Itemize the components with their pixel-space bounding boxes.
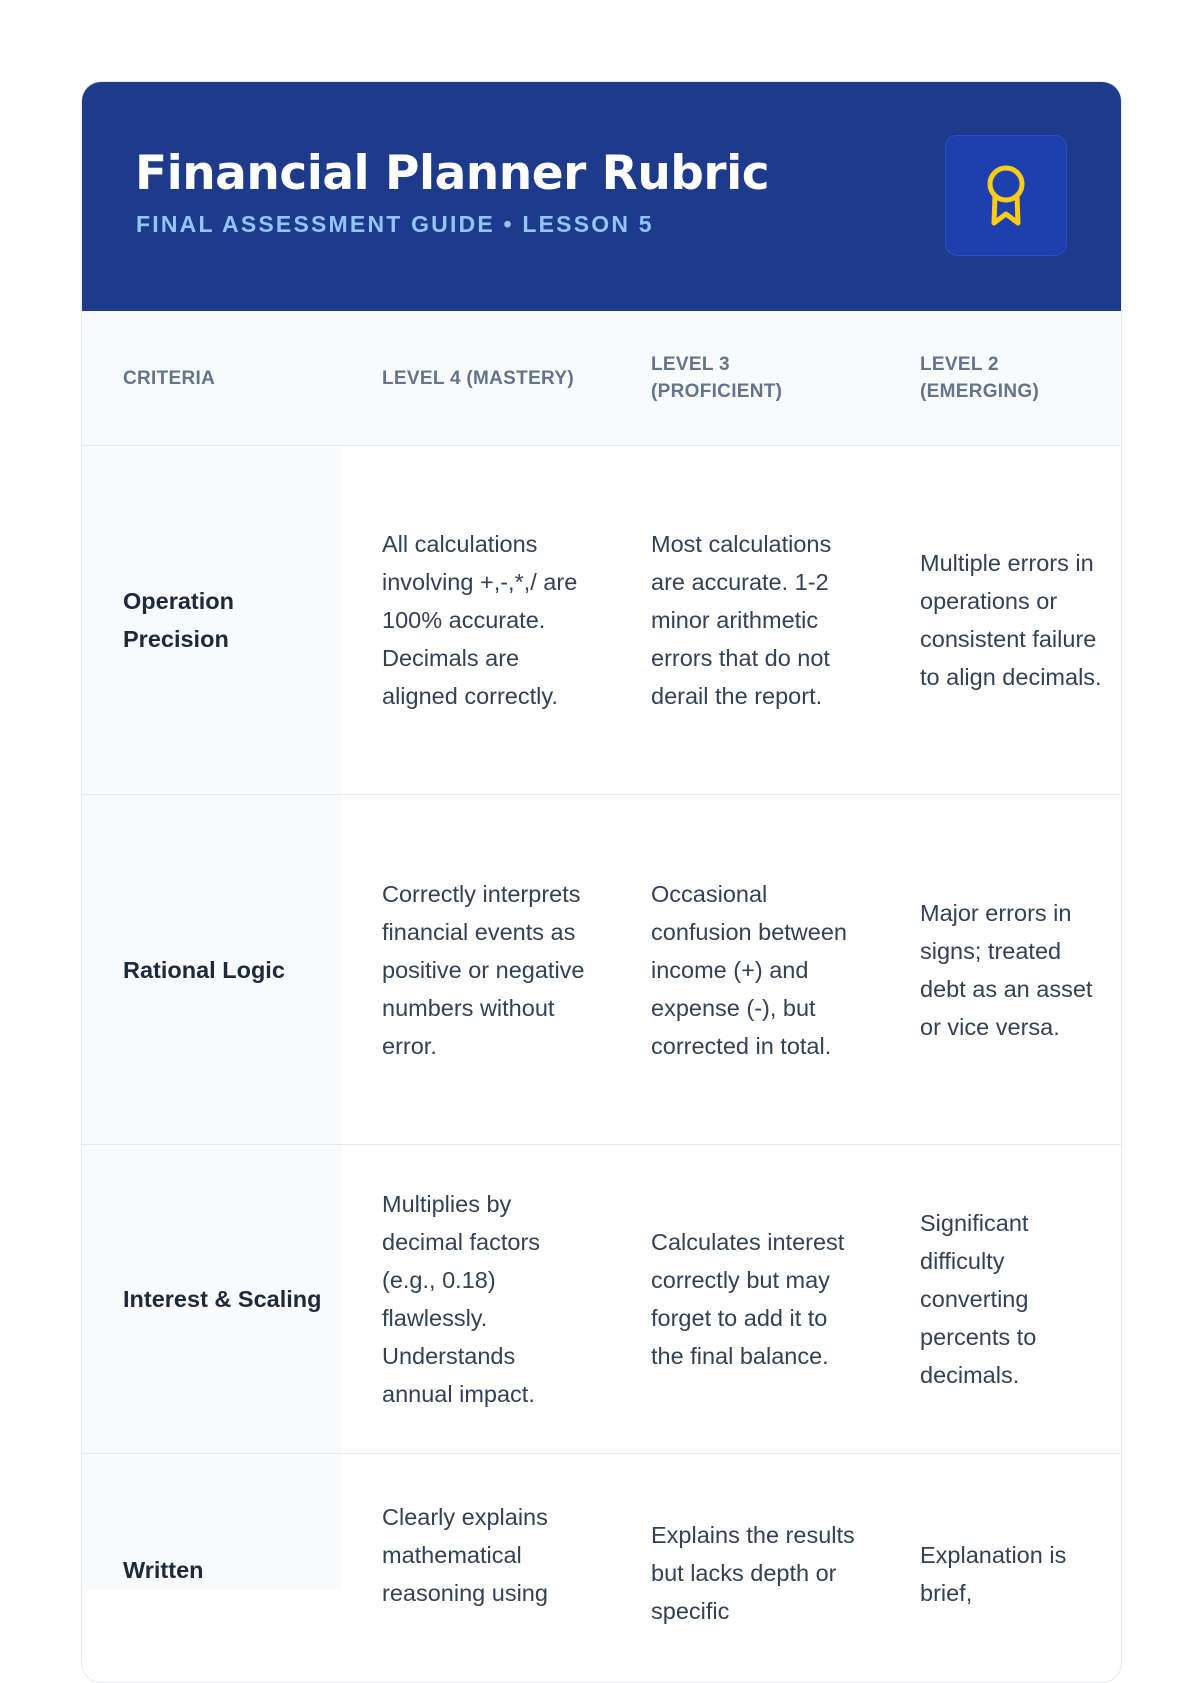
level-3-cell: Most calculations are accurate. 1-2 minor arithmetic errors that do not derail the report. xyxy=(611,446,880,794)
column-header-level-3: LEVEL 3 (PROFICIENT) xyxy=(651,354,783,402)
level-2-cell: Explanation is brief, xyxy=(880,1454,1121,1612)
table-row xyxy=(82,795,1121,1145)
table-row xyxy=(82,1454,1121,1683)
level-3-cell: Occasional confusion between income (+) and expense (-), but corrected in total. xyxy=(611,795,880,1144)
rubric-header xyxy=(82,82,1121,311)
award-ribbon-icon xyxy=(982,163,1030,229)
level-4-cell: Multiplies by decimal factors (e.g., 0.18) flawlessly. Understands annual impact. xyxy=(342,1145,611,1453)
table-row xyxy=(82,1145,1121,1454)
table-header-row xyxy=(82,311,1121,446)
level-3-cell: Calculates interest correctly but may forget to add it to the final balance. xyxy=(611,1145,880,1453)
page-title: Financial Planner Rubric xyxy=(135,146,770,201)
level-2-cell: Major errors in signs; treated debt as an asset or vice versa. xyxy=(880,795,1121,1144)
column-header-criteria: CRITERIA xyxy=(123,367,216,389)
criterion-cell: Operation Precision xyxy=(82,446,342,794)
level-4-cell: Clearly explains mathematical reasoning using xyxy=(342,1454,611,1612)
level-2-cell: Multiple errors in operations or consistent failure to align decimals. xyxy=(880,446,1121,794)
level-4-cell: All calculations involving +,-,*,/ are 100% accurate. Decimals are aligned correctly. xyxy=(342,446,611,794)
level-3-cell: Explains the results but lacks depth or specific xyxy=(611,1454,880,1630)
criterion-cell: Written xyxy=(82,1454,342,1589)
page-subtitle: FINAL ASSESSMENT GUIDE • LESSON 5 xyxy=(136,211,654,237)
table-row xyxy=(82,446,1121,795)
column-header-level-4: LEVEL 4 (MASTERY) xyxy=(382,367,574,389)
level-4-cell: Correctly interprets financial events as positive or negative numbers without error. xyxy=(342,795,611,1144)
rubric-card xyxy=(81,81,1122,1683)
column-header-level-2: LEVEL 2 (EMERGING) xyxy=(920,354,1040,402)
rubric-table xyxy=(82,311,1121,1683)
criterion-cell: Rational Logic xyxy=(82,795,342,1144)
level-2-cell: Significant difficulty converting percents to decimals. xyxy=(880,1145,1121,1453)
award-badge xyxy=(945,135,1067,256)
criterion-cell: Interest & Scaling xyxy=(82,1145,342,1453)
